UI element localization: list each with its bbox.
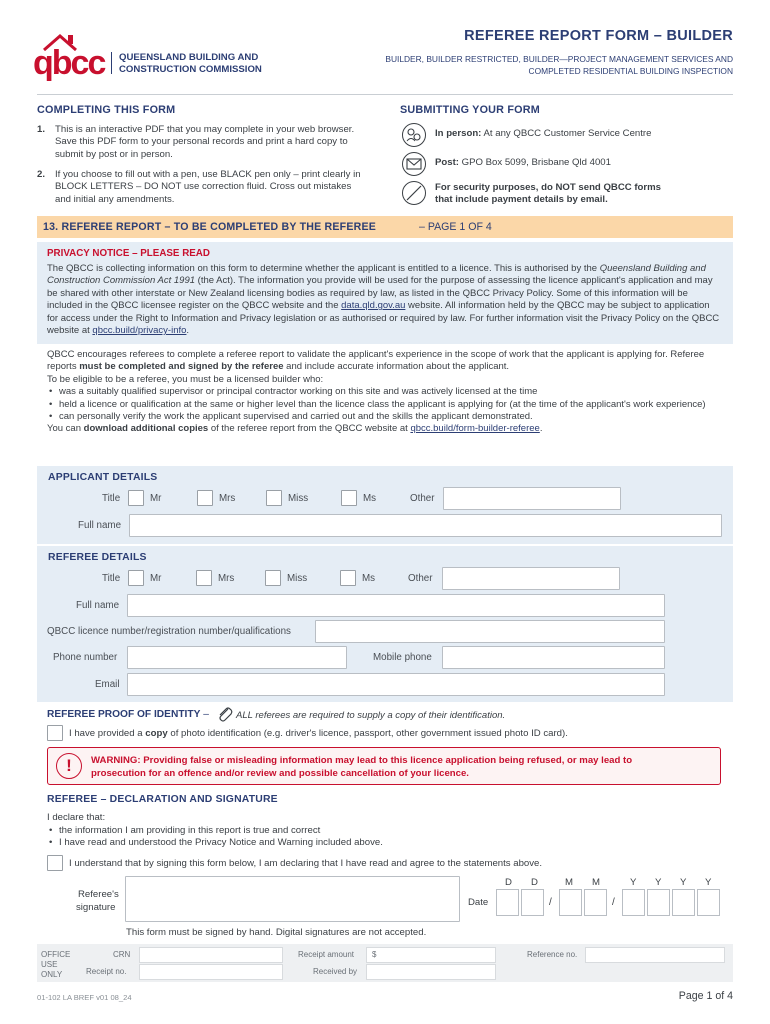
date-year-2[interactable] <box>647 889 670 916</box>
referee-title-other-field[interactable] <box>442 567 620 590</box>
prohibited-icon <box>402 181 426 205</box>
declaration-intro: I declare that: <box>47 812 106 823</box>
identity-note: ALL referees are required to supply a copy of their identification. <box>236 710 506 721</box>
date-letter-y2: Y <box>655 877 662 888</box>
applicant-heading: APPLICANT DETAILS <box>48 472 158 483</box>
office-crn-label: CRN <box>113 950 131 959</box>
date-slash-2: / <box>612 897 615 908</box>
qbcc-logo <box>33 32 273 82</box>
date-year-3[interactable] <box>672 889 695 916</box>
office-receipt-amount-field[interactable] <box>366 947 496 963</box>
office-received-by-label: Received by <box>313 967 358 976</box>
identity-provided-checkbox[interactable] <box>47 725 63 741</box>
office-reference-label: Reference no. <box>527 950 578 959</box>
office-receipt-no-field[interactable] <box>139 964 283 980</box>
identity-heading: REFEREE PROOF OF IDENTITY <box>47 709 201 720</box>
list-item: • the information I am providing in this report is true and correct <box>47 825 727 837</box>
date-day-1[interactable] <box>496 889 519 916</box>
applicant-title-mrs-label: Mrs <box>219 493 236 504</box>
referee-mobile-label: Mobile phone <box>373 652 432 663</box>
date-letter-d2: D <box>531 877 538 888</box>
declaration-agree-text: I understand that by signing this form below, I am declaring that I have read and agree to the statements above. <box>69 858 543 869</box>
applicant-title-other-field[interactable] <box>443 487 621 510</box>
form-subtitle-line1: BUILDER, BUILDER RESTRICTED, BUILDER—PROJECT MANAGEMENT SERVICES AND <box>385 54 733 64</box>
post-label: Post: <box>435 157 459 168</box>
form-title: REFEREE REPORT FORM – BUILDER <box>464 28 733 44</box>
date-letter-d1: D <box>505 877 512 888</box>
list-item: • held a licence or qualification at the same or higher level than the licence class the applicant is applying for (at the time of the applicant's work experience) <box>47 399 727 411</box>
privacy-p4: . <box>186 325 190 337</box>
office-receipt-amount-label: Receipt amount <box>298 950 355 959</box>
applicant-title-ms-label: Ms <box>363 493 377 504</box>
applicant-title-miss-label: Miss <box>288 493 309 504</box>
referee-title-miss-label: Miss <box>287 573 308 584</box>
referee-email-label: Email <box>95 679 120 690</box>
intro-p1c: and include accurate information about the applicant. <box>283 361 510 373</box>
intro-p3d: . <box>539 423 543 435</box>
intro-p3a: You can <box>47 423 84 435</box>
section-bar-page: – PAGE 1 OF 4 <box>419 221 492 233</box>
identity-check-b: copy <box>145 728 168 739</box>
applicant-title-mr-checkbox[interactable] <box>128 490 144 506</box>
date-day-2[interactable] <box>521 889 544 916</box>
intro-paragraph-1 <box>47 349 727 374</box>
security-note-line1: For security purposes, do NOT send QBCC forms <box>435 182 662 193</box>
referee-title-mr-label: Mr <box>150 573 162 584</box>
identity-dash: – <box>200 709 209 720</box>
applicant-fullname-field[interactable] <box>129 514 722 537</box>
header-divider <box>37 94 733 95</box>
item-number: 1. <box>37 124 46 135</box>
signature-label-2: signature <box>76 902 116 913</box>
in-person-text: At any QBCC Customer Service Centre <box>483 128 652 139</box>
declaration-list <box>47 825 727 850</box>
completing-heading: COMPLETING THIS FORM <box>37 104 176 116</box>
intro-p1a: QBCC encourages referees to complete a referee report to validate the applicant's experience in the scope of work that the applicant is applying for. Referee reports <box>47 349 705 373</box>
referee-title-label: Title <box>102 573 121 584</box>
referee-title-mrs-checkbox[interactable] <box>196 570 212 586</box>
referee-title-miss-checkbox[interactable] <box>265 570 281 586</box>
referee-phone-label: Phone number <box>53 652 118 663</box>
intro-p3b: download additional copies <box>83 423 209 435</box>
referee-licence-label: QBCC licence number/registration number/qualifications <box>47 626 291 637</box>
privacy-heading: PRIVACY NOTICE – PLEASE READ <box>47 248 210 259</box>
date-letter-y1: Y <box>630 877 637 888</box>
dollar-sign: $ <box>372 950 377 959</box>
envelope-icon <box>402 152 426 176</box>
date-month-1[interactable] <box>559 889 582 916</box>
date-letter-m1: M <box>565 877 573 888</box>
identity-check-a: I have provided a <box>69 728 146 739</box>
applicant-title-other-label: Other <box>410 493 435 504</box>
page-number: Page 1 of 4 <box>678 990 733 1002</box>
privacy-p2: (the Act). The information you provide will be used for the purpose of assessing the licence applicant's application and may be shared with other interstate or New Zealand licensing bodies as required by law, as listed in the QBCC Privacy Policy. Some of this information will be included in the QBCC licensee register on the QBCC website and the <box>47 275 713 312</box>
referee-fullname-field[interactable] <box>127 594 665 617</box>
office-crn-field[interactable] <box>139 947 283 963</box>
office-receipt-no-label: Receipt no. <box>86 967 127 976</box>
warning-icon: ! <box>56 753 82 779</box>
referee-title-other-label: Other <box>408 573 433 584</box>
form-builder-referee-link[interactable]: qbcc.build/form-builder-referee <box>410 423 540 435</box>
identity-heading-row <box>47 709 209 720</box>
signature-label-1: Referee's <box>78 889 119 900</box>
office-label-2: USE <box>41 960 58 969</box>
org-name-line2: CONSTRUCTION COMMISSION <box>119 64 262 75</box>
date-label: Date <box>468 897 489 908</box>
identity-check-c: of photo identification (e.g. driver's licence, passport, other government issued photo ID card). <box>167 728 568 739</box>
referee-title-ms-checkbox[interactable] <box>340 570 356 586</box>
security-note-line2: that include payment details by email. <box>435 194 608 205</box>
intro-block <box>47 349 727 436</box>
referee-title-mrs-label: Mrs <box>218 573 235 584</box>
paperclip-icon <box>216 705 234 723</box>
section-bar-title: 13. REFEREE REPORT – TO BE COMPLETED BY THE REFEREE <box>43 221 376 233</box>
org-name-line1: QUEENSLAND BUILDING AND <box>119 52 259 63</box>
office-received-by-field[interactable] <box>366 964 496 980</box>
in-person-label: In person: <box>435 128 482 139</box>
intro-paragraph-3 <box>47 423 727 435</box>
office-reference-field[interactable] <box>585 947 725 963</box>
submitting-heading: SUBMITTING YOUR FORM <box>400 104 540 116</box>
referee-fullname-label: Full name <box>76 600 120 611</box>
date-letter-y4: Y <box>705 877 712 888</box>
declaration-body <box>47 812 727 849</box>
form-code: 01-102 LA BREF v01 08_24 <box>37 993 132 1002</box>
section-bar <box>37 216 733 238</box>
office-label-1: OFFICE <box>41 950 71 959</box>
item-text: This is an interactive PDF that you may complete in your web browser. Save this PDF form to your personal records and print a hard copy to submit by post or in person. <box>55 124 355 160</box>
referee-email-field[interactable] <box>127 673 665 696</box>
warning-box <box>47 747 721 785</box>
privacy-text <box>47 263 723 337</box>
privacy-notice <box>37 242 733 344</box>
privacy-p1: The QBCC is collecting information on this form to determine whether the applicant is entitled to a licence. This is authorised by the <box>47 263 598 274</box>
in-person-row <box>435 128 651 139</box>
referee-heading: REFEREE DETAILS <box>48 552 147 563</box>
completing-item-1 <box>37 124 367 161</box>
item-number: 2. <box>37 169 46 180</box>
customer-service-icon <box>402 123 426 147</box>
declaration-agree-checkbox[interactable] <box>47 855 63 871</box>
eligibility-list <box>47 386 727 423</box>
list-item: • was a suitably qualified supervisor or principal contractor working on this site and was actively licensed at the time <box>47 386 727 398</box>
signature-note: This form must be signed by hand. Digital signatures are not accepted. <box>126 927 427 938</box>
warning-line1: WARNING: Providing false or misleading information may lead to this licence application being refused, or may lead to <box>91 755 633 766</box>
identity-check-text <box>69 728 568 739</box>
completing-item-2 <box>37 169 367 206</box>
item-text: If you choose to fill out with a pen, use BLACK pen only – print clearly in BLOCK LETTERS – DO NOT use correction fluid. Cross out mistakes and initial any amendments. <box>55 169 361 205</box>
logo-wordmark: qbcc <box>33 44 105 82</box>
date-letter-y3: Y <box>680 877 687 888</box>
referee-title-ms-label: Ms <box>362 573 376 584</box>
privacy-info-link[interactable]: qbcc.build/privacy-info <box>92 325 187 337</box>
referee-title-mr-checkbox[interactable] <box>128 570 144 586</box>
form-subtitle-line2: COMPLETED RESIDENTIAL BUILDING INSPECTION <box>528 66 733 76</box>
date-year-1[interactable] <box>622 889 645 916</box>
list-item: • I have read and understood the Privacy Notice and Warning included above. <box>47 837 727 849</box>
applicant-title-ms-checkbox[interactable] <box>341 490 357 506</box>
referee-signature-field[interactable] <box>125 876 460 922</box>
list-item: • can personally verify the work the applicant supervised and carried out and the skills the applicant demonstrated. <box>47 411 727 423</box>
applicant-title-mr-label: Mr <box>150 493 162 504</box>
intro-paragraph-2: To be eligible to be a referee, you must be a licensed builder who: <box>47 373 324 385</box>
office-label-3: ONLY <box>41 970 63 979</box>
applicant-fullname-label: Full name <box>78 520 122 531</box>
intro-p3c: of the referee report from the QBCC website at <box>208 423 411 435</box>
applicant-title-mrs-checkbox[interactable] <box>197 490 213 506</box>
warning-line2: prosecution for an offence and/or review and possible cancellation of your licence. <box>91 768 469 779</box>
referee-phone-field[interactable] <box>127 646 347 669</box>
intro-p1b: must be completed and signed by the referee <box>79 361 284 373</box>
privacy-act-name: Queensland Building and Construction Commission Act 1991 <box>47 263 706 287</box>
post-text: GPO Box 5099, Brisbane Qld 4001 <box>461 157 611 168</box>
post-row <box>435 157 611 168</box>
privacy-p3: website. All information held by the QBCC may be subject to application for access under the Right to Information and Privacy legislation or as authorised or required by law. For further information visit the Privacy Policy on the QBCC website at <box>47 300 720 337</box>
data-qld-link[interactable]: data.qld.gov.au <box>341 300 406 312</box>
applicant-title-miss-checkbox[interactable] <box>266 490 282 506</box>
date-month-2[interactable] <box>584 889 607 916</box>
referee-licence-field[interactable] <box>315 620 665 643</box>
date-slash-1: / <box>549 897 552 908</box>
date-letter-m2: M <box>592 877 600 888</box>
date-year-4[interactable] <box>697 889 720 916</box>
applicant-title-label: Title <box>102 493 121 504</box>
declaration-heading: REFEREE – DECLARATION AND SIGNATURE <box>47 794 278 805</box>
referee-mobile-field[interactable] <box>442 646 665 669</box>
